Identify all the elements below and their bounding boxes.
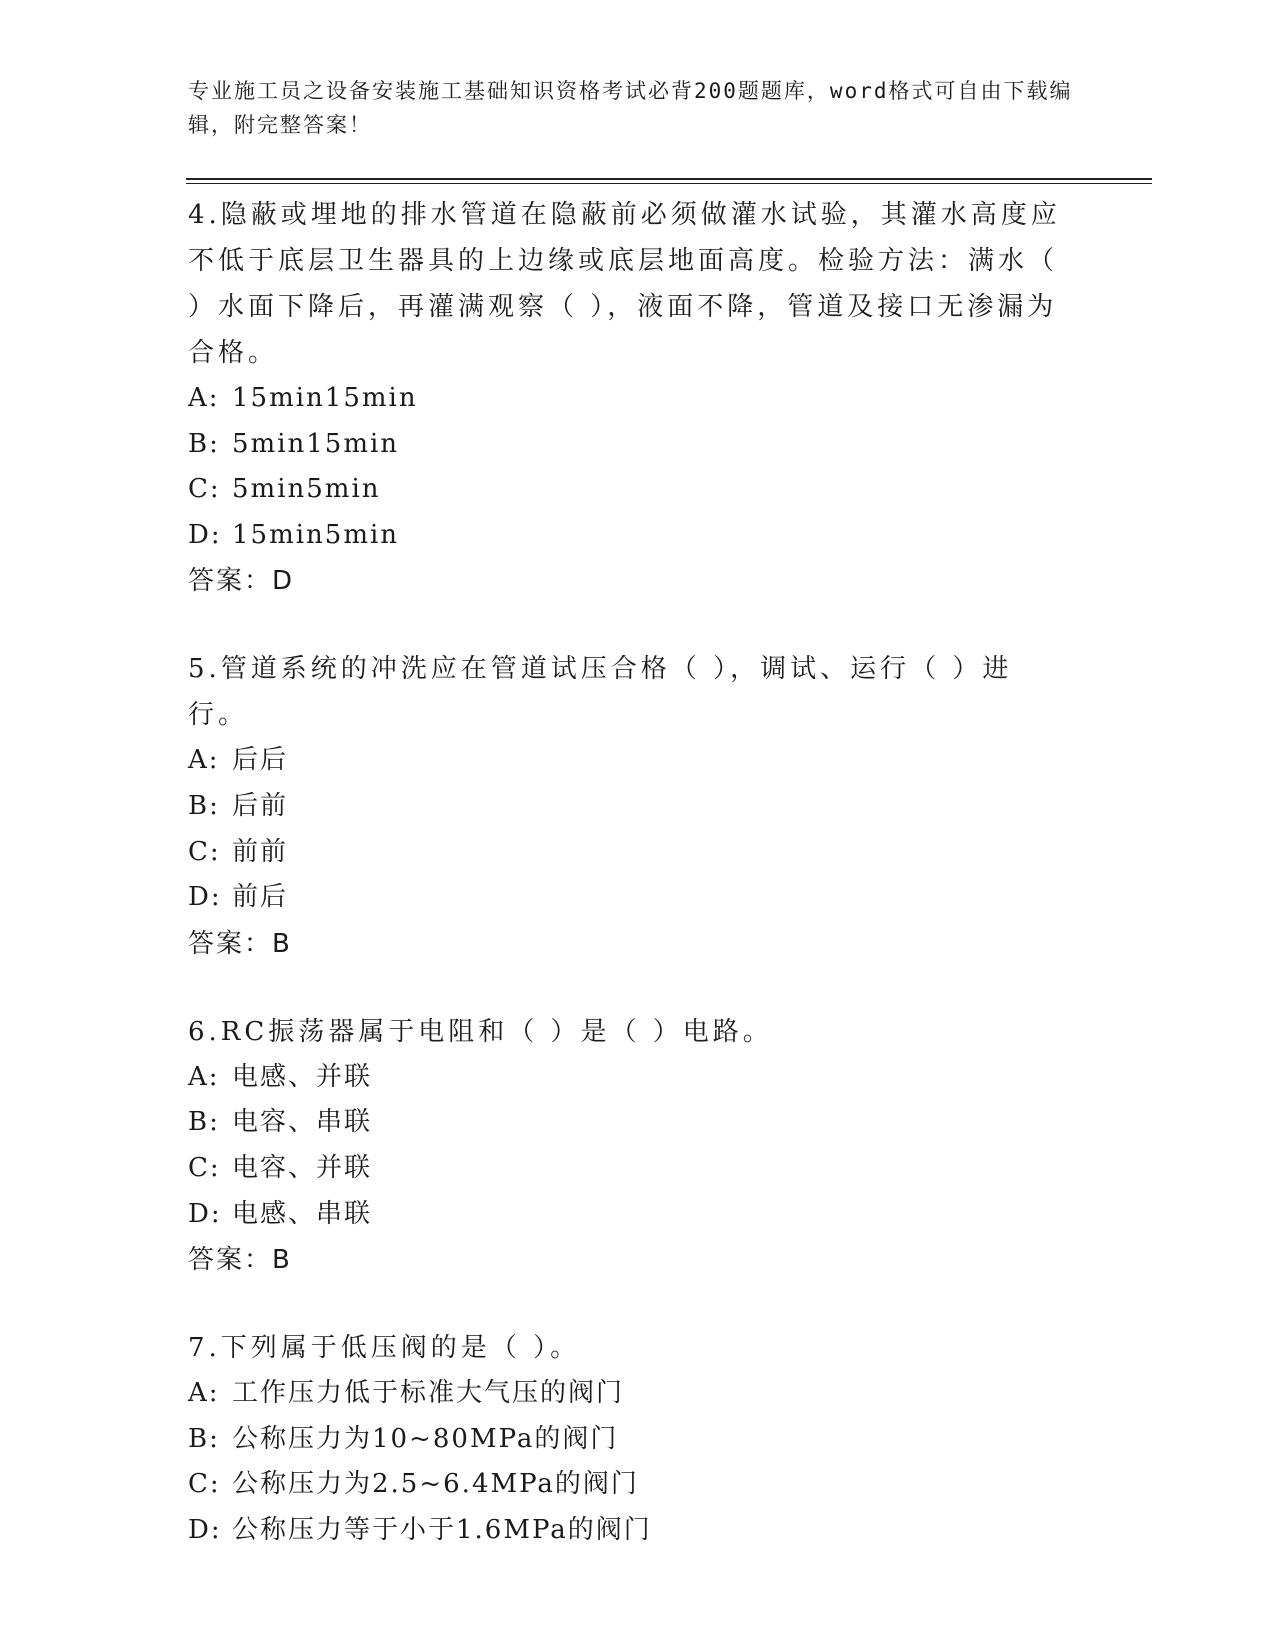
option-text: 后后 — [232, 745, 289, 776]
option-text: 前后 — [232, 882, 289, 913]
option-label: A: — [188, 1378, 220, 1409]
option-b — [188, 1417, 1088, 1463]
option-text: 公称压力为10~80MPa的阀门 — [232, 1423, 619, 1454]
option-d — [188, 513, 1088, 559]
option-text: 15min5min — [232, 519, 400, 550]
option-text: 工作压力低于标准大气压的阀门 — [232, 1378, 625, 1409]
question-stem: 7.下列属于低压阀的是（ ）。 — [188, 1333, 581, 1364]
answer-line: 答案：B — [188, 928, 292, 959]
option-d — [188, 1192, 1088, 1238]
option-text: 5min15min — [232, 428, 400, 459]
option-a — [188, 1055, 1088, 1101]
question-4 — [188, 192, 1088, 604]
option-text: 电感、并联 — [232, 1061, 373, 1092]
answer-line: 答案：B — [188, 1245, 292, 1276]
option-label: D: — [188, 519, 222, 550]
option-label: B: — [188, 428, 220, 459]
question-7 — [188, 1325, 1088, 1553]
option-label: B: — [188, 790, 220, 821]
option-a — [188, 738, 1088, 784]
option-label: D: — [188, 882, 222, 913]
option-c — [188, 467, 1088, 513]
document-header: 专业施工员之设备安装施工基础知识资格考试必背200题题库，word格式可自由下载编辑，附完整答案！ — [188, 79, 1073, 137]
option-b — [188, 422, 1088, 468]
option-text: 电感、串联 — [232, 1198, 373, 1229]
option-label: D: — [188, 1198, 222, 1229]
option-label: C: — [188, 1152, 221, 1183]
option-text: 前前 — [232, 836, 289, 867]
option-text: 5min5min — [232, 474, 381, 505]
option-label: B: — [188, 1107, 220, 1138]
question-stem: 5.管道系统的冲洗应在管道试压合格（ ），调试、运行（ ）进行。 — [188, 654, 1013, 731]
header-divider-thick — [186, 178, 1152, 180]
option-c — [188, 1462, 1088, 1508]
question-5 — [188, 646, 1088, 966]
option-label: C: — [188, 1469, 221, 1500]
option-a — [188, 376, 1088, 422]
option-label: A: — [188, 383, 220, 413]
question-stem: 4.隐蔽或埋地的排水管道在隐蔽前必须做灌水试验，其灌水高度应不低于底层卫生器具的上边缘或底层地面高度。检验方法：满水（ ）水面下降后，再灌满观察（ ），液面不降，管道及接口无渗漏为合格。 — [188, 200, 1061, 368]
option-d — [188, 875, 1088, 921]
option-text: 电容、并联 — [232, 1152, 373, 1183]
option-b — [188, 1100, 1088, 1146]
option-d — [188, 1508, 1088, 1554]
question-list — [188, 192, 1088, 1596]
option-text: 15min15min — [232, 383, 418, 413]
option-label: B: — [188, 1423, 220, 1454]
question-stem: 6.RC振荡器属于电阻和（ ）是（ ）电路。 — [188, 1016, 773, 1047]
option-label: C: — [188, 836, 221, 867]
option-label: A: — [188, 1061, 220, 1092]
option-text: 公称压力等于小于1.6MPa的阀门 — [232, 1514, 652, 1545]
question-6 — [188, 1009, 1088, 1283]
option-c — [188, 1146, 1088, 1192]
option-text: 后前 — [232, 790, 289, 821]
option-label: D: — [188, 1514, 222, 1545]
header-divider-thin — [186, 183, 1152, 184]
option-c — [188, 830, 1088, 876]
answer-line: 答案：D — [188, 566, 295, 597]
option-text: 公称压力为2.5~6.4MPa的阀门 — [232, 1469, 639, 1500]
option-label: C: — [188, 474, 221, 505]
option-label: A: — [188, 745, 220, 776]
option-a — [188, 1371, 1088, 1417]
option-text: 电容、串联 — [232, 1107, 373, 1138]
option-b — [188, 784, 1088, 830]
